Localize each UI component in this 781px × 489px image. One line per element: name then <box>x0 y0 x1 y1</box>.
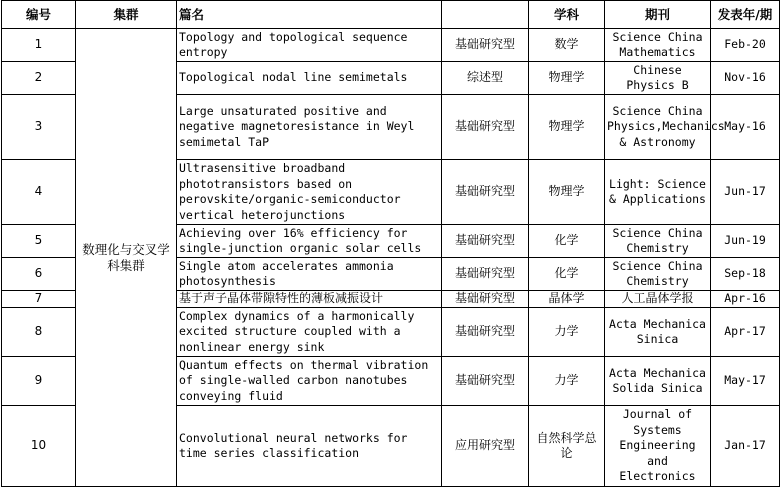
title-cell[interactable]: Convolutional neural networks for time series classification <box>177 406 442 487</box>
type-cell[interactable]: 基础研究型 <box>442 95 529 160</box>
type-cell[interactable]: 基础研究型 <box>442 29 529 62</box>
title-cell[interactable]: Large unsaturated positive and negative magnetoresistance in Weyl semimetal TaP <box>177 95 442 160</box>
journal-cell[interactable]: Science China Mathematics <box>605 29 711 62</box>
subject-cell[interactable]: 数学 <box>529 29 605 62</box>
journal-cell[interactable]: Journal of Systems Engineering and Electronics <box>605 406 711 487</box>
date-cell[interactable]: May-17 <box>711 357 780 406</box>
journal-cell[interactable]: Acta Mechanica Solida Sinica <box>605 357 711 406</box>
header-date[interactable]: 发表年/期 <box>711 1 780 29</box>
row-id-cell[interactable]: 8 <box>2 308 76 357</box>
journal-cell[interactable]: Science China Chemistry <box>605 258 711 291</box>
row-id-cell[interactable]: 5 <box>2 225 76 258</box>
subject-cell[interactable]: 化学 <box>529 225 605 258</box>
row-id-cell[interactable]: 3 <box>2 95 76 160</box>
papers-table <box>1 0 780 487</box>
header-cluster[interactable]: 集群 <box>76 1 177 29</box>
header-id[interactable]: 编号 <box>2 1 76 29</box>
date-cell[interactable]: May-16 <box>711 95 780 160</box>
subject-cell[interactable]: 物理学 <box>529 160 605 225</box>
type-cell[interactable]: 基础研究型 <box>442 225 529 258</box>
date-cell[interactable]: Jun-17 <box>711 160 780 225</box>
header-title[interactable]: 篇名 <box>177 1 442 29</box>
header-subject[interactable]: 学科 <box>529 1 605 29</box>
row-id-cell[interactable]: 7 <box>2 291 76 308</box>
date-cell[interactable]: Jun-19 <box>711 225 780 258</box>
type-cell[interactable]: 综述型 <box>442 62 529 95</box>
title-cell[interactable]: Topological nodal line semimetals <box>177 62 442 95</box>
type-cell[interactable]: 基础研究型 <box>442 308 529 357</box>
row-id-cell[interactable]: 10 <box>2 406 76 487</box>
row-id-cell[interactable]: 1 <box>2 29 76 62</box>
type-cell[interactable]: 基础研究型 <box>442 291 529 308</box>
type-cell[interactable]: 基础研究型 <box>442 357 529 406</box>
type-cell[interactable]: 应用研究型 <box>442 406 529 487</box>
journal-cell[interactable]: Light: Science & Applications <box>605 160 711 225</box>
journal-cell[interactable]: Science China Physics,Mechanics & Astronomy <box>605 95 711 160</box>
title-cell[interactable]: Quantum effects on thermal vibration of single-walled carbon nanotubes conveying fluid <box>177 357 442 406</box>
title-cell[interactable]: Achieving over 16% efficiency for single-junction organic solar cells <box>177 225 442 258</box>
journal-cell[interactable]: Acta Mechanica Sinica <box>605 308 711 357</box>
journal-cell[interactable]: Science China Chemistry <box>605 225 711 258</box>
title-cell[interactable]: Ultrasensitive broadband phototransistors based on perovskite/organic-semiconductor vertical heterojunctions <box>177 160 442 225</box>
subject-cell[interactable]: 力学 <box>529 308 605 357</box>
subject-cell[interactable]: 力学 <box>529 357 605 406</box>
row-id-cell[interactable]: 2 <box>2 62 76 95</box>
row-id-cell[interactable]: 6 <box>2 258 76 291</box>
date-cell[interactable]: Sep-18 <box>711 258 780 291</box>
title-cell[interactable]: Complex dynamics of a harmonically excited structure coupled with a nonlinear energy sink <box>177 308 442 357</box>
subject-cell[interactable]: 晶体学 <box>529 291 605 308</box>
subject-cell[interactable]: 自然科学总论 <box>529 406 605 487</box>
header-row <box>2 1 780 29</box>
date-cell[interactable]: Apr-16 <box>711 291 780 308</box>
table-row <box>2 29 780 62</box>
title-cell[interactable]: Single atom accelerates ammonia photosynthesis <box>177 258 442 291</box>
subject-cell[interactable]: 物理学 <box>529 62 605 95</box>
header-type[interactable] <box>442 1 529 29</box>
journal-cell[interactable]: 人工晶体学报 <box>605 291 711 308</box>
date-cell[interactable]: Apr-17 <box>711 308 780 357</box>
title-cell[interactable]: Topology and topological sequence entropy <box>177 29 442 62</box>
date-cell[interactable]: Feb-20 <box>711 29 780 62</box>
cluster-cell[interactable]: 数理化与交叉学科集群 <box>76 29 177 487</box>
row-id-cell[interactable]: 9 <box>2 357 76 406</box>
row-id-cell[interactable]: 4 <box>2 160 76 225</box>
journal-cell[interactable]: Chinese Physics B <box>605 62 711 95</box>
subject-cell[interactable]: 物理学 <box>529 95 605 160</box>
subject-cell[interactable]: 化学 <box>529 258 605 291</box>
type-cell[interactable]: 基础研究型 <box>442 258 529 291</box>
date-cell[interactable]: Nov-16 <box>711 62 780 95</box>
header-journal[interactable]: 期刊 <box>605 1 711 29</box>
type-cell[interactable]: 基础研究型 <box>442 160 529 225</box>
title-cell[interactable]: 基于声子晶体带隙特性的薄板减振设计 <box>177 291 442 308</box>
date-cell[interactable]: Jan-17 <box>711 406 780 487</box>
